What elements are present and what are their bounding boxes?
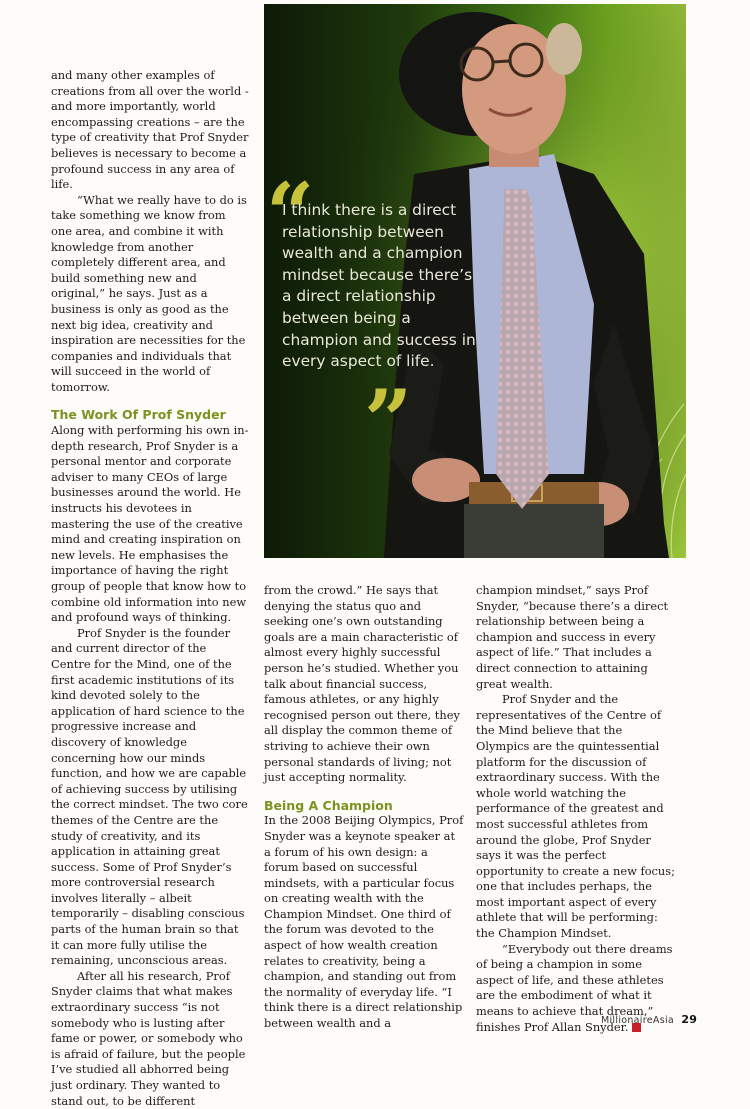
pull-quote: I think there is a direct relationship between wealth and a champion mindset because there’s a direct relationship between being a champion and success in every aspect of life. (282, 201, 476, 371)
paragraph: and many other examples of creations from all over the world - and more importantly, world encompassing creations – are the type of creativity that Prof Snyder believes is necessary to become a profound success in any area of life. (51, 68, 249, 192)
portrait-photo (264, 4, 686, 558)
paragraph: champion mindset,” says Prof Snyder, “because there’s a direct relationship between being a champion and success in every aspect of life.” That includes a direct connection to attaining great wealth. (476, 583, 669, 691)
publication-name: MillionaireAsia (601, 1015, 674, 1026)
article-column-2 (264, 583, 464, 1032)
close-quote-icon: ” (364, 371, 413, 470)
article-column-1 (51, 68, 249, 1109)
page-number: 29 (681, 1013, 698, 1026)
section-heading: The Work Of Prof Snyder (51, 407, 226, 423)
paragraph: from the crowd.” He says that denying the status quo and seeking one’s own outstanding goals are a main characteristic of almost every highly successful person he’s studied. Whether you talk about financial success, famous athletes, or any highly recognised person out there, they all display the common theme of striving to achieve their own personal standards of living; not just accepting normality. (264, 583, 460, 785)
paragraph: In the 2008 Beijing Olympics, Prof Snyder was a keynote speaker at a forum of his own design: a forum based on successful mindsets, with a particular focus on creating wealth with the Champion Mindset. One third of the forum was devoted to the aspect of how wealth creation relates to creativity, being a champion, and standing out from the normality of everyday life. “I think there is a direct relationship between wealth and a (264, 813, 464, 1031)
paragraph: Along with performing his own in-depth research, Prof Snyder is a personal mentor and corporate adviser to many CEOs of large businesses around the world. He instructs his devotees in mastering the use of the creative mind and creating inspiration on new levels. He emphasises the importance of having the right group of people that know how to combine old information into new and profound ways of thinking. (51, 423, 249, 625)
section-heading: Being A Champion (264, 797, 393, 813)
paragraph: “What we really have to do is take something we know from one area, and combine it with knowledge from another completely different area, and build something new and original,” he says. Just as a business is only as good as the next big idea, creativity and inspiration are necessities for the companies and individuals that will succeed in the world of tomorrow. (51, 192, 247, 394)
paragraph: Prof Snyder and the representatives of the Centre of the Mind believe that the Olympics are the quintessential platform for the discussion of extraordinary success. With the whole world watching the performance of the greatest and most successful athletes from around the globe, Prof Snyder says it was the perfect opportunity to create a new focus; one that includes perhaps, the most important aspect of every athlete that will be performing: the Champion Mindset. (476, 692, 675, 941)
paragraph-text: “Everybody out there dreams of being a champion in some aspect of life, and these athletes are the embodiment of what it means to achieve that dream,” finishes Prof Allan Snyder. (476, 941, 673, 1034)
page-footer (601, 1013, 697, 1026)
article-column-3 (476, 583, 676, 1035)
open-quote-icon: “ (266, 164, 315, 263)
paragraph: Prof Snyder is the founder and current director of the Centre for the Mind, one of the first academic institutions of its kind devoted solely to the application of hard science to the progressive increase and discovery of knowledge concerning how our minds function, and how we are capable of achieving success by utilising the correct mindset. The two core themes of the Centre are the study of creativity, and its application in attaining great success. Some of Prof Snyder’s more controversial research involves literally – albeit temporarily – disabling conscious parts of the human brain so that it can more fully utilise the remaining, unconscious areas. (51, 625, 248, 968)
paragraph: After all his research, Prof Snyder claims that what makes extraordinary success “is not somebody who is lusting after fame or power, or somebody who is afraid of failure, but the people I’ve studied all abhorred being just ordinary. They wanted to stand out, to be different (51, 968, 246, 1108)
